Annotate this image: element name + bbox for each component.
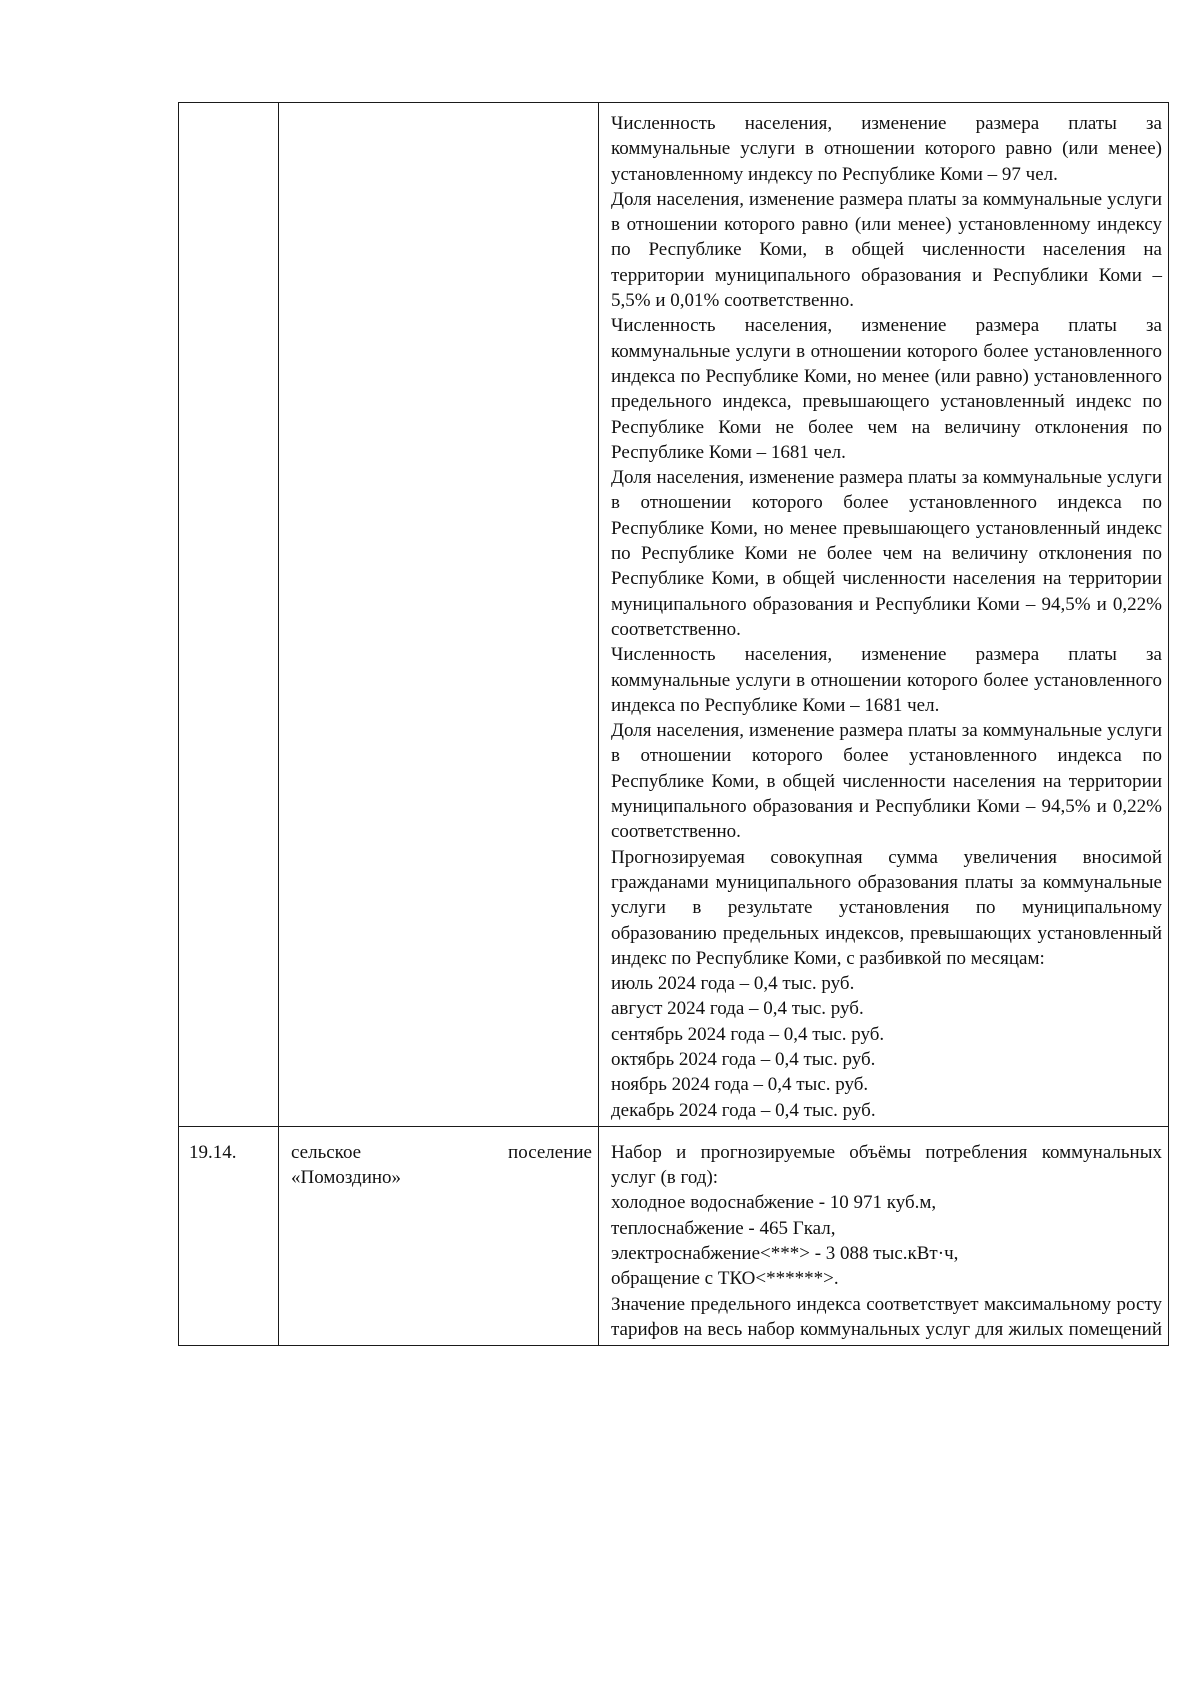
month-line: июль 2024 года – 0,4 тыс. руб.	[611, 973, 855, 995]
paragraph-share-within-index: Доля населения, изменение размера платы за коммунальные услуги в отношении которого равно (или менее) установленному индексу по Республике Коми, в общей численности населения на территории муниципального образования и Республики Коми – 5,5% и 0,01% соответственно.	[611, 188, 1162, 312]
document-table	[178, 102, 1169, 1346]
month-line: октябрь 2024 года – 0,4 тыс. руб.	[611, 1048, 876, 1070]
paragraph-forecast-sum: Прогнозируемая совокупная сумма увеличения вносимой гражданами муниципального образования платы за коммунальные услуги в результате установления по муниципальному образованию предельных индексов, превышающих установленный индекс по Республике Коми, с разбивкой по месяцам:	[611, 846, 1162, 969]
paragraph-population-above-index-within-limit: Численность населения, изменение размера платы за коммунальные услуги в отношении которого более установленного индекса по Республике Коми, но менее (или равно) установленного предельного индекса, превышающего установленный индекс по Республике Коми не более чем на величину отклонения по Республике Коми – 1681 чел.	[611, 315, 1162, 463]
municipality-name-cell	[279, 103, 599, 1127]
month-line: август 2024 года – 0,4 тыс. руб.	[611, 998, 864, 1020]
service-volume-line: холодное водоснабжение - 10 971 куб.м,	[611, 1192, 937, 1214]
service-volume-line: обращение с ТКО<******>.	[611, 1268, 839, 1290]
table-row	[179, 103, 1169, 1127]
month-line: сентябрь 2024 года – 0,4 тыс. руб.	[611, 1023, 885, 1045]
description-cell	[599, 103, 1169, 1127]
municipality-name: «Помоздино»	[291, 1166, 402, 1188]
paragraph-services-intro: Набор и прогнозируемые объёмы потребления коммунальных услуг (в год):	[611, 1141, 1162, 1189]
paragraph-index-value: Значение предельного индекса соответствует максимальному росту тарифов на весь набор коммунальных услуг для жилых помещений	[611, 1293, 1162, 1340]
row-number-cell: 19.14.	[179, 1126, 279, 1345]
municipality-type: сельское поселение	[291, 1141, 592, 1163]
month-line: ноябрь 2024 года – 0,4 тыс. руб.	[611, 1074, 869, 1096]
month-line: декабрь 2024 года – 0,4 тыс. руб.	[611, 1099, 876, 1121]
description-cell	[599, 1126, 1169, 1345]
service-volume-line: электроснабжение<***> - 3 088 тыс.кВт·ч,	[611, 1243, 959, 1265]
paragraph-population-within-index: Численность населения, изменение размера платы за коммунальные услуги в отношении которого равно (или менее) установленному индексу по Республике Коми – 97 чел.	[611, 113, 1162, 185]
paragraph-share-above-index-within-limit: Доля населения, изменение размера платы за коммунальные услуги в отношении которого более установленного индекса по Республике Коми, но менее превышающего установленный индекс по Республике Коми не более чем на величину отклонения по Республике Коми, в общей численности населения на территории муниципального образования и Республики Коми – 94,5% и 0,22% соответственно.	[611, 467, 1162, 640]
service-volume-line: теплоснабжение - 465 Гкал,	[611, 1217, 836, 1239]
paragraph-population-above-index: Численность населения, изменение размера платы за коммунальные услуги в отношении которого более установленного индекса по Республике Коми – 1681 чел.	[611, 644, 1162, 716]
paragraph-share-above-index: Доля населения, изменение размера платы за коммунальные услуги в отношении которого более установленного индекса по Республике Коми, в общей численности населения на территории муниципального образования и Республики Коми – 94,5% и 0,22% соответственно.	[611, 720, 1162, 843]
municipality-name-cell	[279, 1126, 599, 1345]
row-number-cell	[179, 103, 279, 1127]
table-row	[179, 1126, 1169, 1345]
